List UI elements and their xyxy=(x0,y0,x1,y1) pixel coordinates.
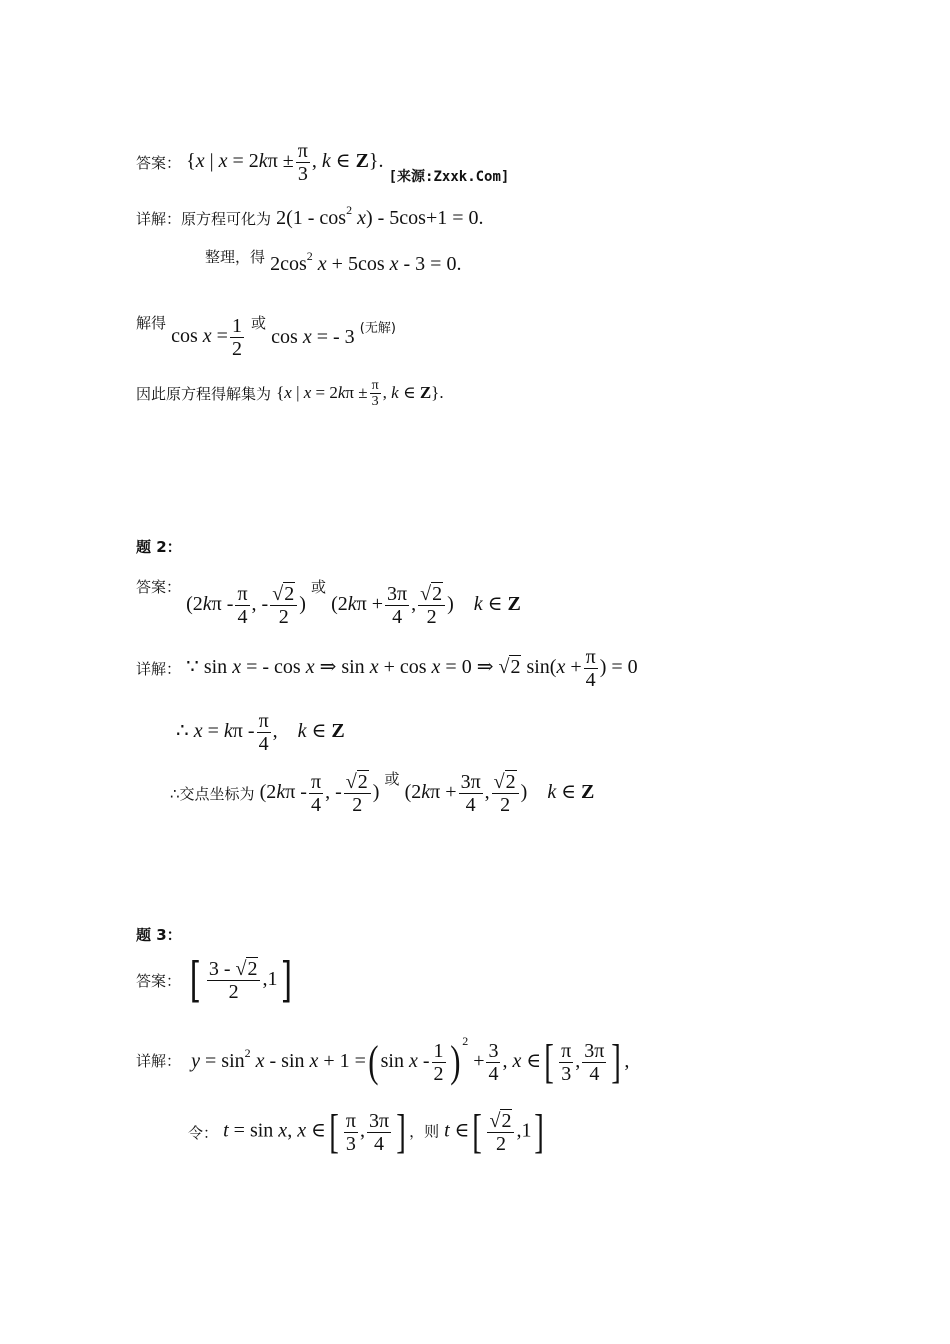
q3-detail-math: $y = \sin^2 x - \sin x + 1$ =( sin x - $\frac{1}{2}$ ) $^2$ + $\frac{3}{4}$ , x ∈[ $\frac{\pi}{3}$ , $\frac{3\pi}{4}$ ] , xyxy=(191,1034,630,1089)
q3-answer-line xyxy=(136,952,296,1008)
q1-solve-math-2: cos x = - 3 xyxy=(271,326,355,348)
q1-detail-label: 详解：原方程可化为 xyxy=(136,210,272,228)
q2-intersection-math-2: (2kπ + $\frac{3\pi}{4}$ , $\frac{√2}{2}$ ) k ∈ Z xyxy=(404,771,595,816)
q2-intersection-math: (2kπ - $\frac{\pi}{4}$ , - $\frac{√2}{2}$ ) xyxy=(259,771,380,816)
q2-or: 或 xyxy=(310,578,326,596)
q2-answer-label: 答案： xyxy=(136,578,182,596)
q2-answer-line xyxy=(136,576,521,628)
q1-conclusion-label: 因此原方程得解集为 xyxy=(136,385,272,404)
q1-simplify-label: 整理，得 xyxy=(205,248,266,266)
q3-detail-label: 详解： xyxy=(136,1051,182,1070)
q3-let-math: t = sin x, x ∈[ $\frac{\pi}{3}$ , $\frac{3\pi}{4}$ ] ，则 t ∈[ $\frac{√2}{2}$ ,1] xyxy=(223,1105,545,1158)
q3-answer-label: 答案： xyxy=(136,971,182,990)
q1-no-solution: (无解) xyxy=(359,321,396,336)
q2-answer-math-2: (2kπ + $\frac{3\pi}{4}$ , $\frac{√2}{2}$ ) k ∈ Z xyxy=(331,583,521,628)
q2-intersection-label: ∴交点坐标为 xyxy=(170,785,255,803)
q3-answer-math: [ $\frac{3 - √2}{2}$ ,1] xyxy=(189,952,293,1008)
q3-detail-line xyxy=(136,1034,630,1089)
q2-therefore-math: ∴ x = kπ - $\frac{\pi}{4}$ , k ∈ Z xyxy=(176,710,345,755)
q3-let-line xyxy=(188,1105,547,1158)
q1-or: 或 xyxy=(251,314,267,332)
q2-or-2: 或 xyxy=(384,770,400,788)
q2-detail-line xyxy=(136,646,638,691)
q1-solve-math-1: cos x = $\frac{1}{2}$ xyxy=(171,315,242,360)
q1-conclusion-math: {x | x = 2kπ ± $\frac{\pi}{3}$ , k ∈ Z}. xyxy=(276,378,444,410)
q1-solve-line xyxy=(136,312,396,360)
q2-intersection-line xyxy=(170,768,594,816)
q1-answer-math: {x | x = 2kπ ± $\frac{\pi}{3}$ , k ∈ Z}. xyxy=(186,140,384,185)
q1-answer-line xyxy=(136,140,509,186)
q2-heading: 题 2： xyxy=(136,538,182,556)
q1-detail-math: $2(1 - \cos^2 x) - 5\cos+1 = 0$. xyxy=(276,203,484,229)
q1-conclusion-line xyxy=(136,378,444,410)
q2-answer-math: (2kπ - $\frac{\pi}{4}$ , - $\frac{√2}{2}$ ) xyxy=(186,583,306,628)
q1-simplify-math: $2\cos^2$ x + 5cos x - 3 = 0. xyxy=(270,249,462,275)
q1-answer-label: 答案： xyxy=(136,154,182,172)
q1-detail-line xyxy=(136,203,484,230)
q2-detail-math: ∵ sin x = - cos x ⇒ sin x + cos x = 0 ⇒ √2 sin(x + $\frac{\pi}{4}$ ) = 0 xyxy=(186,646,638,691)
q3-heading: 题 3： xyxy=(136,926,182,944)
q1-solve-label: 解得 xyxy=(136,314,167,332)
q1-source-tag: [来源:Zxxk.Com] xyxy=(388,169,510,185)
q1-simplify-line xyxy=(205,246,461,276)
q2-therefore-line xyxy=(176,710,345,755)
q3-let-label: 令： xyxy=(188,1123,219,1142)
q2-detail-label: 详解： xyxy=(136,660,182,678)
